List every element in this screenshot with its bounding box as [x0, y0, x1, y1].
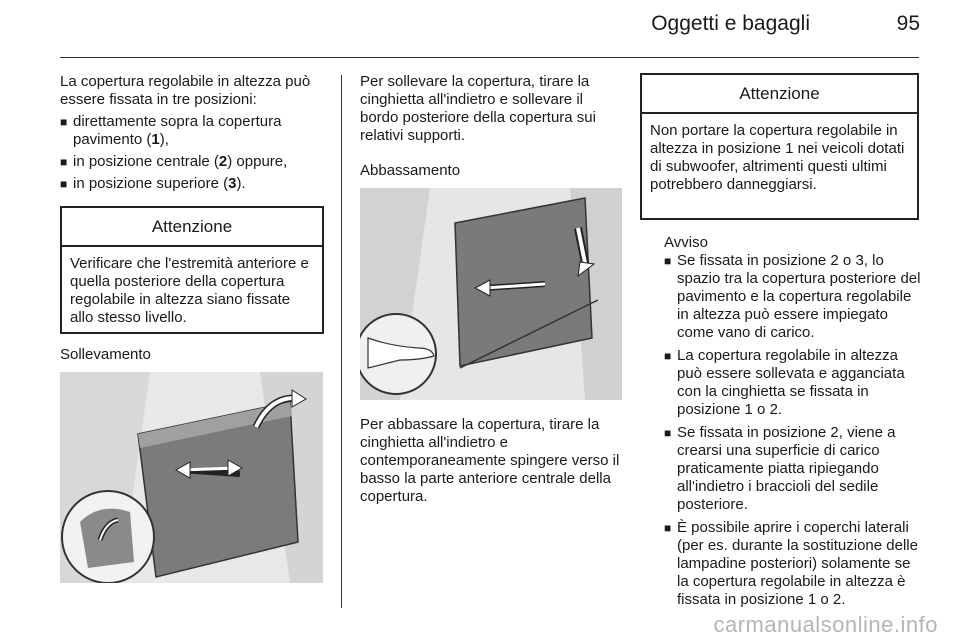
list-item: ■ in posizione centrale (2) oppure, [60, 153, 328, 171]
page-number: 95 [896, 12, 920, 35]
page-header-title: Oggetti e bagagli [651, 12, 810, 35]
list-item: ■ in posizione superiore (3). [60, 175, 328, 193]
figure-lowering-cover [360, 188, 622, 400]
warning-box-level [60, 206, 324, 334]
column-2 [360, 73, 622, 145]
lower-instructions-block [360, 416, 622, 506]
subheading-raise: Sollevamento [60, 346, 151, 363]
subheading-lower: Abbassamento [360, 162, 461, 179]
intro-paragraph: La copertura regolabile in altezza può essere fissata in tre posizioni: [60, 73, 311, 108]
figure-raising-cover [60, 372, 323, 583]
list-item: ■ Se fissata in posizione 2 o 3, lo spazio tra la copertura posteriore del pavimento e la copertura regolabile in altezza può essere impiegato come vano di carico. [664, 252, 922, 342]
list-item: ■ Se fissata in posizione 2, viene a crearsi una superficie di carico praticamente piatta ripiegando all'indietro i braccioli del sedile posteriore. [664, 424, 922, 514]
list-item: ■ È possibile aprire i coperchi laterali (per es. durante la sostituzione delle lampadine posteriori) solamente se la copertura regolabile in altezza è fissata in posizione 1 o 2. [664, 519, 922, 609]
warning-title: Attenzione [642, 75, 917, 114]
watermark: carmanualsonline.info [713, 612, 938, 637]
list-item: ■ La copertura regolabile in altezza può essere sollevata e agganciata con la cinghietta se fissata in posizione 1 o 2. [664, 347, 922, 419]
warning-box-subwoofer [640, 73, 919, 220]
column-1 [60, 73, 328, 193]
notice-list [664, 252, 922, 609]
lower-instructions: Per abbassare la copertura, tirare la cinghietta all'indietro e contemporaneamente spingere verso il basso la parte anteriore centrale della copertura. [360, 416, 620, 505]
column-divider [341, 75, 342, 608]
warning-body: Non portare la copertura regolabile in altezza in posizione 1 nei veicoli dotati di subwoofer, altrimenti questi ultimi potrebbero danneggiarsi. [650, 122, 905, 193]
notice-block [664, 234, 922, 609]
positions-list [60, 113, 328, 193]
notice-title: Avviso [664, 234, 708, 251]
warning-body: Verificare che l'estremità anteriore e quella posteriore della copertura regolabile in altezza siano fissate allo stesso livello. [70, 255, 309, 326]
list-item: ■ direttamente sopra la copertura pavimento (1), [60, 113, 328, 149]
raise-instructions: Per sollevare la copertura, tirare la cinghietta all'indietro e sollevare il bordo posteriore della copertura sui relativi supporti. [360, 73, 596, 144]
header-divider [60, 57, 919, 58]
warning-title: Attenzione [62, 208, 322, 247]
